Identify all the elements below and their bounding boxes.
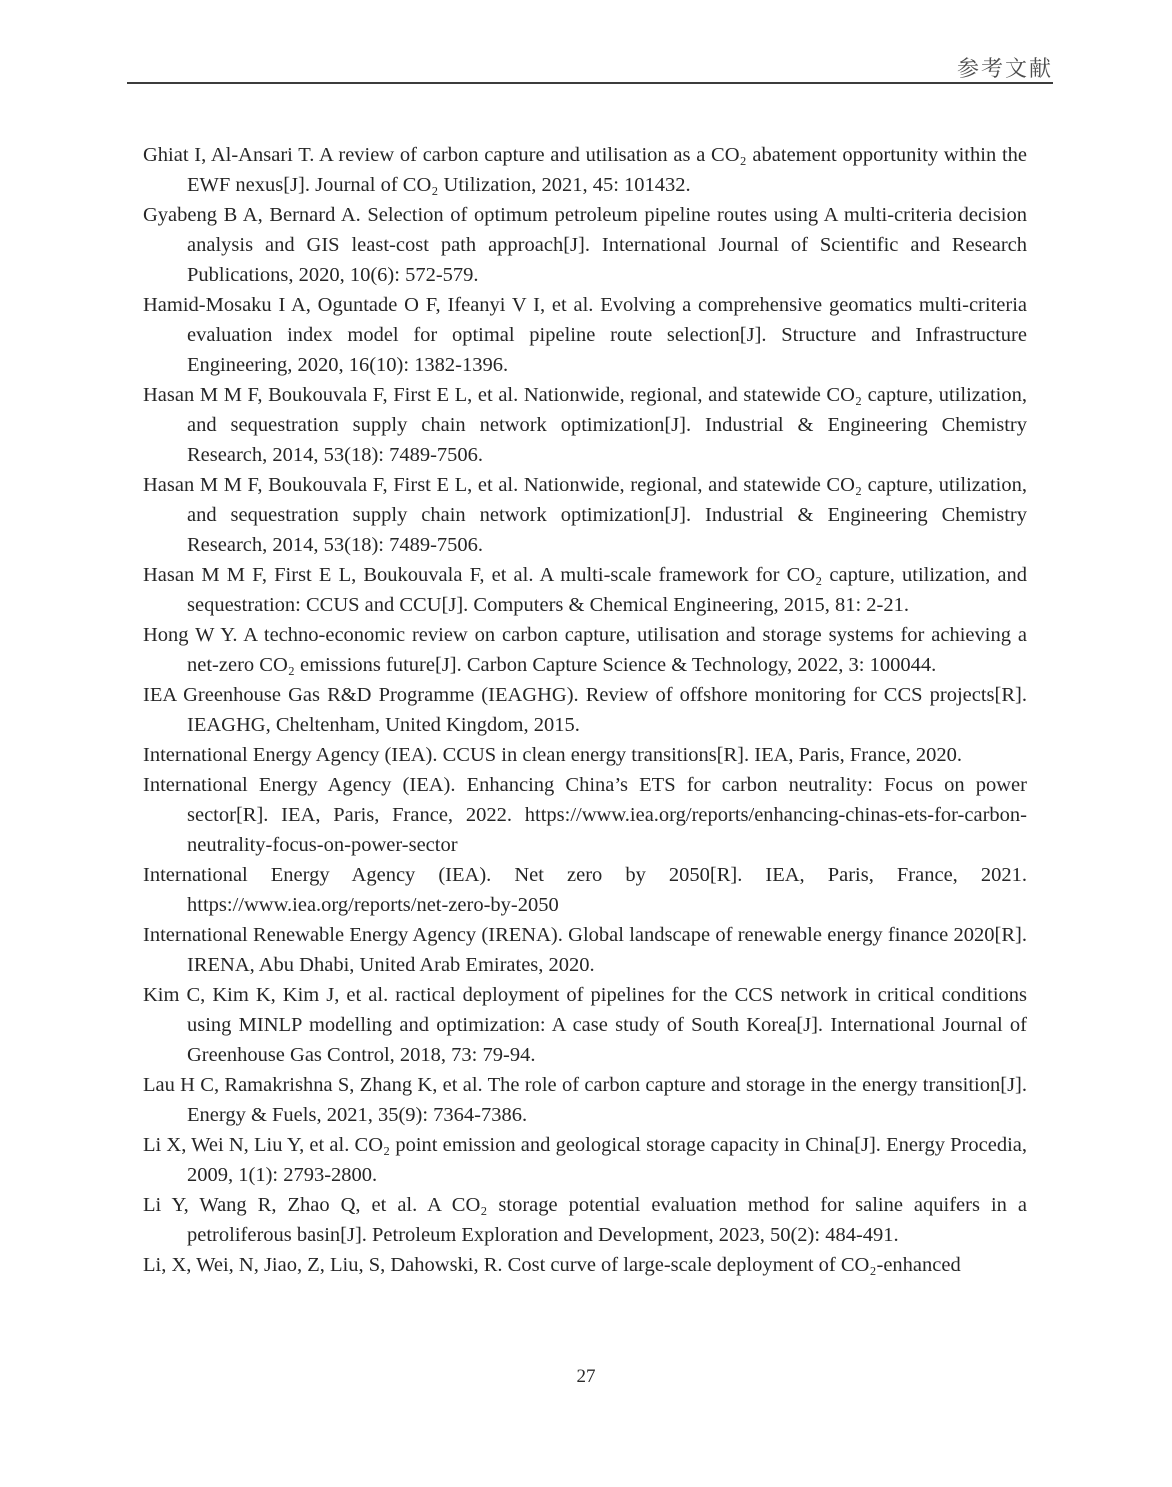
reference-entry: Hamid-Mosaku I A, Oguntade O F, Ifeanyi V I, et al. Evolving a comprehensive geomatics multi-criteria evaluation index model for optimal pipeline route selection[J]. Structure and Infrastructure Engineering, 2020, 16(10): 1382-1396. bbox=[143, 294, 1027, 376]
header-divider bbox=[127, 82, 1053, 84]
reference-entry: Kim C, Kim K, Kim J, et al. ractical deployment of pipelines for the CCS network in critical conditions using MINLP modelling and optimization: A case study of South Korea[J]. International Journal of Greenhouse Gas Control, 2018, 73: 79-94. bbox=[143, 984, 1027, 1066]
reference-entry: Li Y, Wang R, Zhao Q, et al. A CO₂ storage potential evaluation method for saline aquifers in a petroliferous basin[J]. Petroleum Exploration and Development, 2023, 50(2): 484-491. bbox=[143, 1194, 1027, 1246]
reference-entry: International Renewable Energy Agency (IRENA). Global landscape of renewable energy finance 2020[R]. IRENA, Abu Dhabi, United Arab Emirates, 2020. bbox=[143, 924, 1027, 976]
reference-entry: International Energy Agency (IEA). Enhancing China’s ETS for carbon neutrality: Focus on power sector[R]. IEA, Paris, France, 2022. https://www.iea.org/reports/enhancing-chinas-ets-for-carbon-neutrality-focus-on-power-sector bbox=[143, 774, 1027, 856]
reference-entry: International Energy Agency (IEA). CCUS in clean energy transitions[R]. IEA, Paris, France, 2020. bbox=[143, 744, 963, 766]
reference-entry: Gyabeng B A, Bernard A. Selection of optimum petroleum pipeline routes using A multi-criteria decision analysis and GIS least-cost path approach[J]. International Journal of Scientific and Research Publications, 2020, 10(6): 572-579. bbox=[143, 204, 1027, 286]
reference-entry: International Energy Agency (IEA). Net zero by 2050[R]. IEA, Paris, France, 2021. https://www.iea.org/reports/net-zero-by-2050 bbox=[143, 864, 1027, 916]
reference-entry: Hasan M M F, Boukouvala F, First E L, et al. Nationwide, regional, and statewide CO₂ capture, utilization, and sequestration supply chain network optimization[J]. Industrial & Engineering Chemistry Research, 2014, 53(18): 7489-7506. bbox=[143, 384, 1027, 466]
reference-entry: Hasan M M F, First E L, Boukouvala F, et al. A multi-scale framework for CO₂ capture, utilization, and sequestration: CCUS and CCU[J]. Computers & Chemical Engineering, 2015, 81: 2-21. bbox=[143, 564, 1027, 616]
page-number: 27 bbox=[576, 1366, 596, 1387]
reference-entry: Hong W Y. A techno-economic review on carbon capture, utilisation and storage systems for achieving a net-zero CO₂ emissions future[J]. Carbon Capture Science & Technology, 2022, 3: 100044. bbox=[143, 624, 1027, 676]
reference-entry: Li X, Wei N, Liu Y, et al. CO₂ point emission and geological storage capacity in China[J]. Energy Procedia, 2009, 1(1): 2793-2800. bbox=[143, 1134, 1027, 1186]
reference-entry: Lau H C, Ramakrishna S, Zhang K, et al. The role of carbon capture and storage in the energy transition[J]. Energy & Fuels, 2021, 35(9): 7364-7386. bbox=[143, 1074, 1027, 1126]
reference-entry: IEA Greenhouse Gas R&D Programme (IEAGHG). Review of offshore monitoring for CCS projects[R]. IEAGHG, Cheltenham, United Kingdom, 2015. bbox=[143, 684, 1027, 736]
reference-entry: Ghiat I, Al-Ansari T. A review of carbon capture and utilisation as a CO₂ abatement opportunity within the EWF nexus[J]. Journal of CO₂ Utilization, 2021, 45: 101432. bbox=[143, 144, 1027, 196]
references-list bbox=[143, 140, 1027, 1280]
reference-entry: Hasan M M F, Boukouvala F, First E L, et al. Nationwide, regional, and statewide CO₂ capture, utilization, and sequestration supply chain network optimization[J]. Industrial & Engineering Chemistry Research, 2014, 53(18): 7489-7506. bbox=[143, 474, 1027, 556]
reference-entry: Li, X, Wei, N, Jiao, Z, Liu, S, Dahowski, R. Cost curve of large-scale deployment of CO₂-enhanced bbox=[143, 1254, 961, 1276]
page-header-title: 参考文献 bbox=[956, 56, 1053, 81]
